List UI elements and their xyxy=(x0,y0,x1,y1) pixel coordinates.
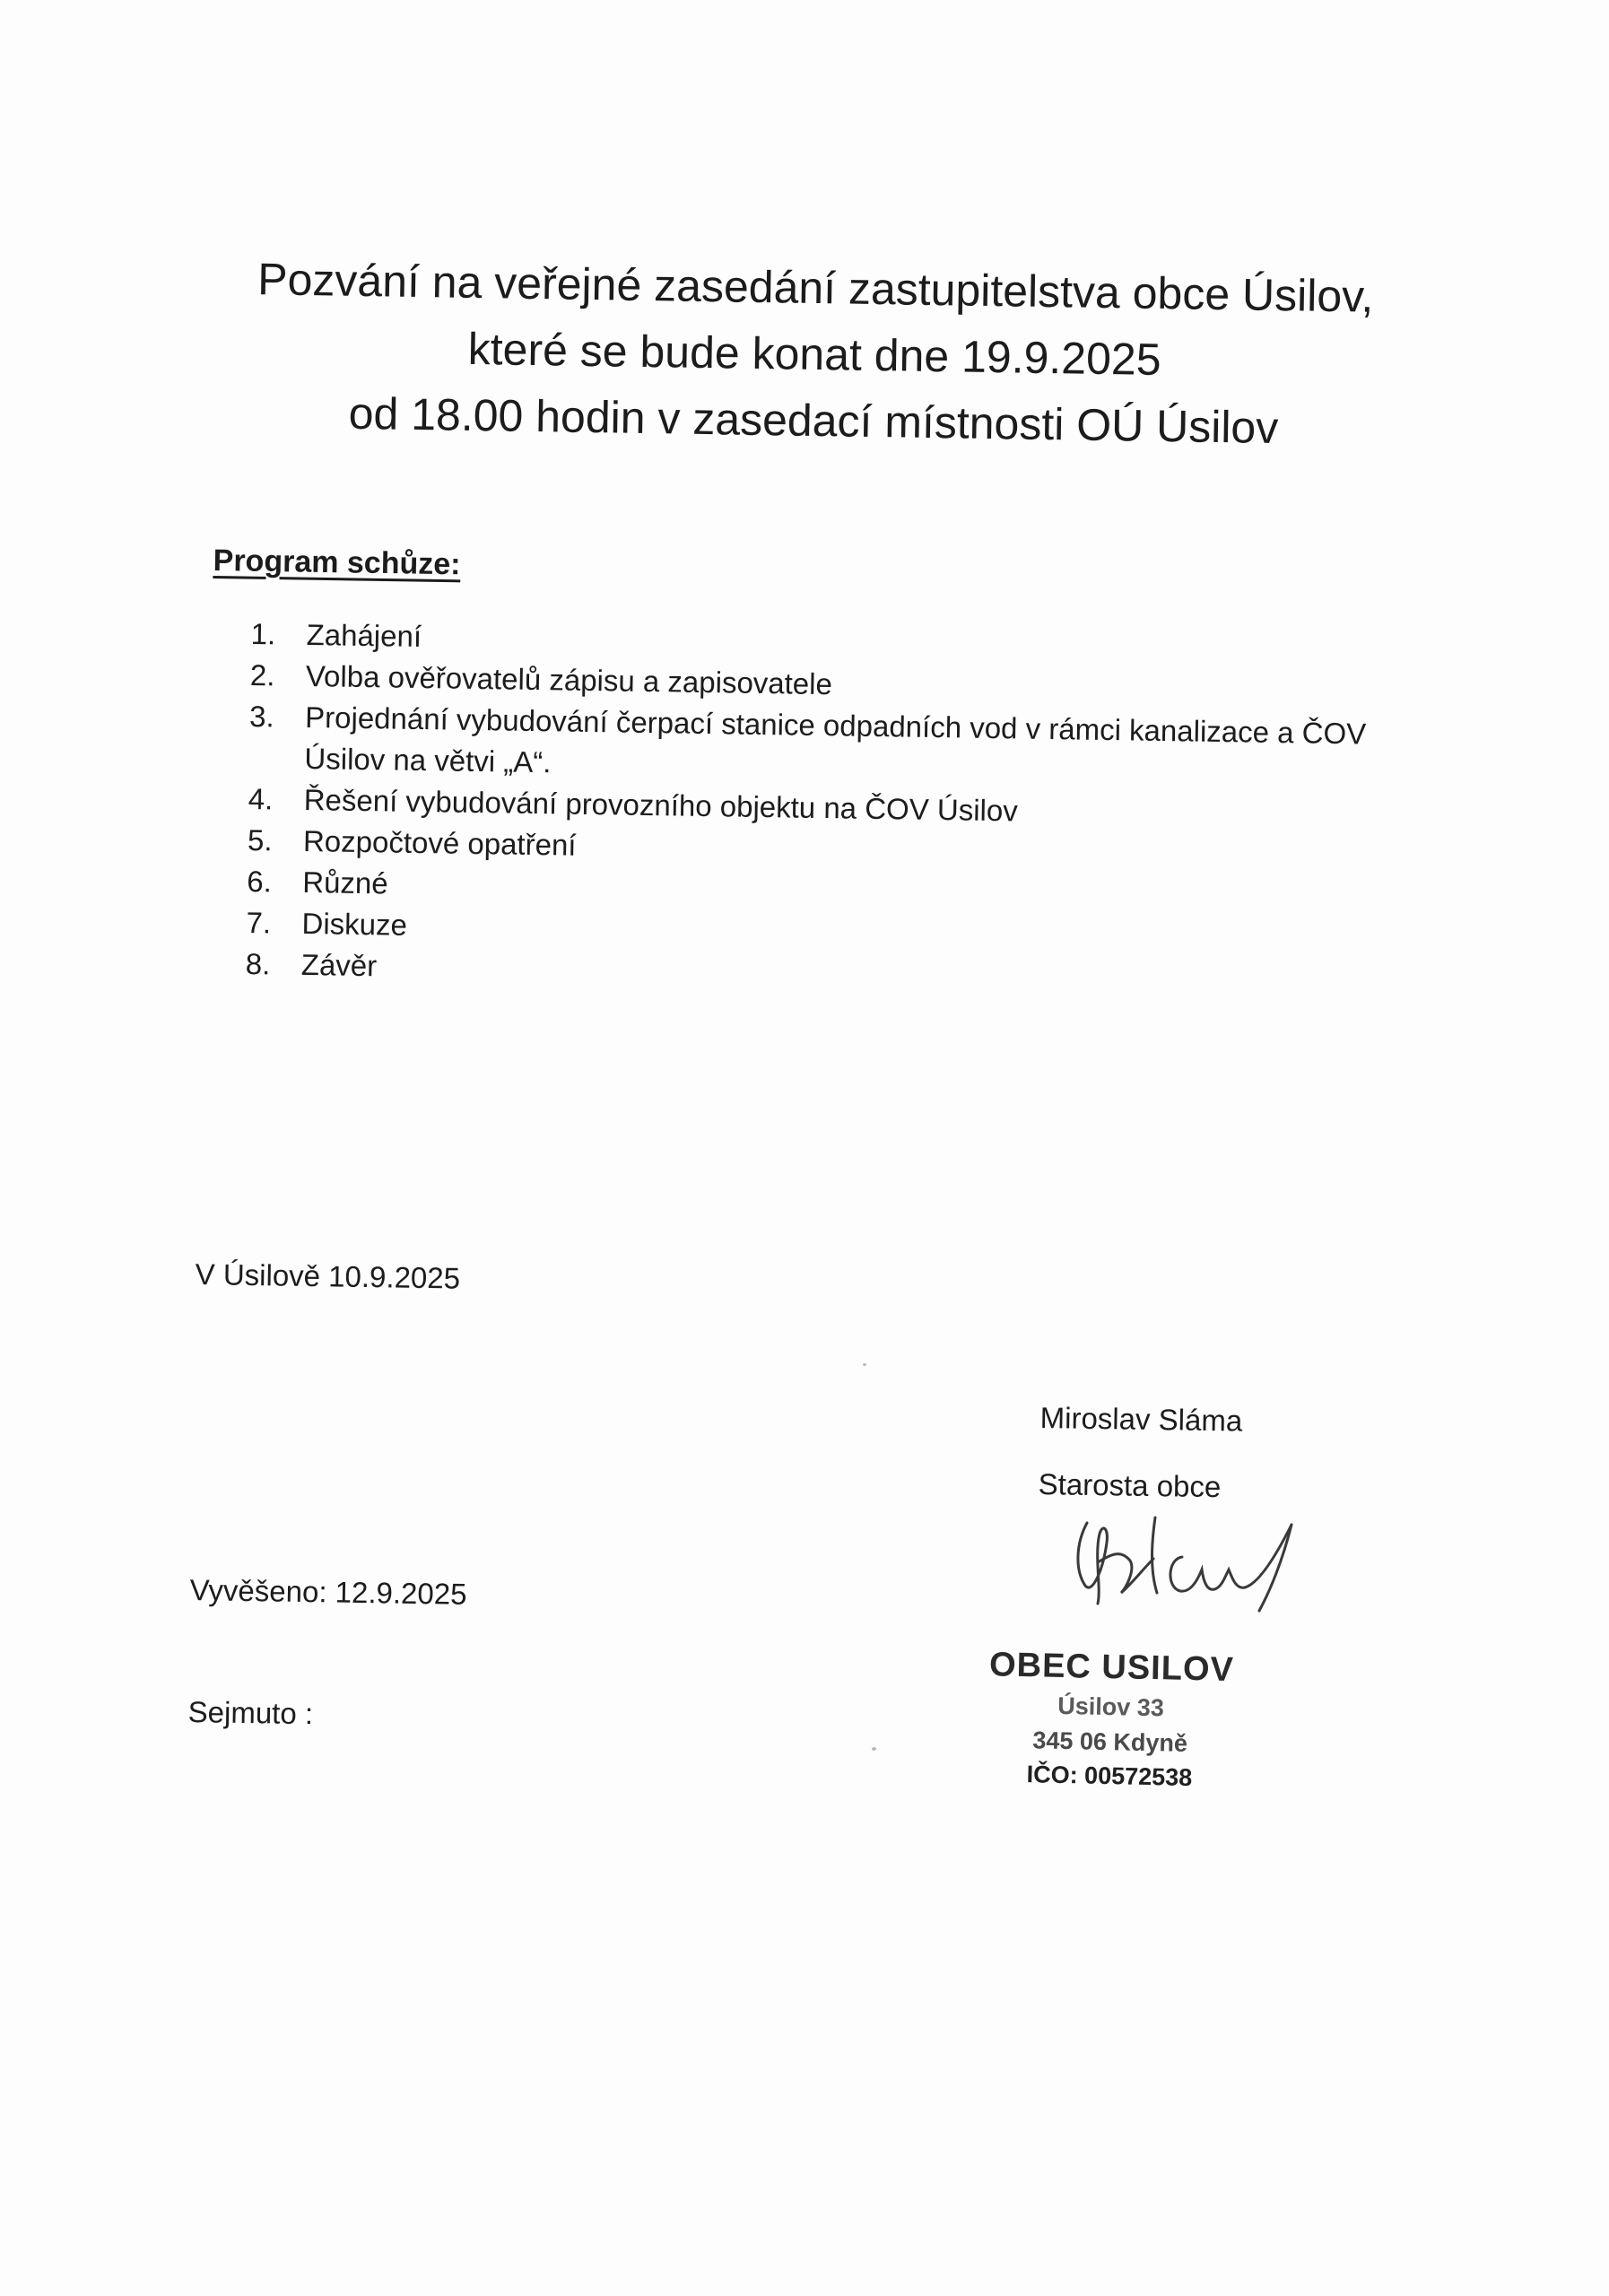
agenda-item-text: Řešení vybudování provozního objektu na ČOV Úsilov xyxy=(303,782,1019,828)
agenda-item-text: Projednání vybudování čerpací stanice odpadních vod v rámci kanalizace a ČOV Úsilov na větvi „A“. xyxy=(304,700,1367,779)
handwritten-signature xyxy=(1067,1507,1300,1623)
stamp-line-3: 345 06 Kdyně xyxy=(1032,1726,1188,1757)
agenda-item-number: 3. xyxy=(248,699,275,734)
heading-line-2: které se bude konat dne 19.9.2025 xyxy=(467,323,1161,385)
agenda-item-number: 2. xyxy=(249,657,275,692)
stamp-line-4: IČO: 00572538 xyxy=(1026,1761,1193,1792)
signer-name: Miroslav Sláma xyxy=(1039,1401,1243,1438)
place-and-date: V Úsilově 10.9.2025 xyxy=(195,1257,461,1295)
scan-speck xyxy=(863,1363,866,1366)
agenda-item-number: 4. xyxy=(248,781,274,816)
agenda-item-number: 7. xyxy=(246,905,272,940)
agenda-item-text: Různé xyxy=(302,865,388,900)
agenda-item-number: 8. xyxy=(245,946,271,981)
agenda-item-number: 5. xyxy=(247,822,273,857)
program-title: Program schůze: xyxy=(213,544,461,582)
agenda-item-number: 1. xyxy=(250,616,276,651)
invitation-heading xyxy=(132,244,1498,465)
agenda-item-number: 6. xyxy=(247,864,273,899)
agenda-list xyxy=(245,613,1434,1004)
stamp-line-2: Úsilov 33 xyxy=(1057,1692,1165,1722)
signer-title: Starosta obce xyxy=(1038,1467,1222,1504)
agenda-item-text: Volba ověřovatelů zápisu a zapisovatele xyxy=(305,658,833,701)
agenda-item-text: Rozpočtové opatření xyxy=(302,823,577,862)
agenda-item-text: Zahájení xyxy=(306,617,422,653)
removed-date: Sejmuto : xyxy=(187,1695,314,1731)
agenda-item-text: Závěr xyxy=(300,947,378,983)
heading-line-1: Pozvání na veřejné zasedání zastupitelstva obce Úsilov, xyxy=(257,254,1374,322)
scan-speck xyxy=(872,1747,876,1751)
heading-line-3: od 18.00 hodin v zasedací místnosti OÚ Úsilov xyxy=(348,387,1279,454)
stamp-line-1: OBEC USILOV xyxy=(988,1646,1235,1689)
municipal-stamp xyxy=(975,1643,1247,1796)
agenda-item-text: Diskuze xyxy=(301,906,408,942)
posted-date: Vyvěšeno: 12.9.2025 xyxy=(189,1573,467,1611)
